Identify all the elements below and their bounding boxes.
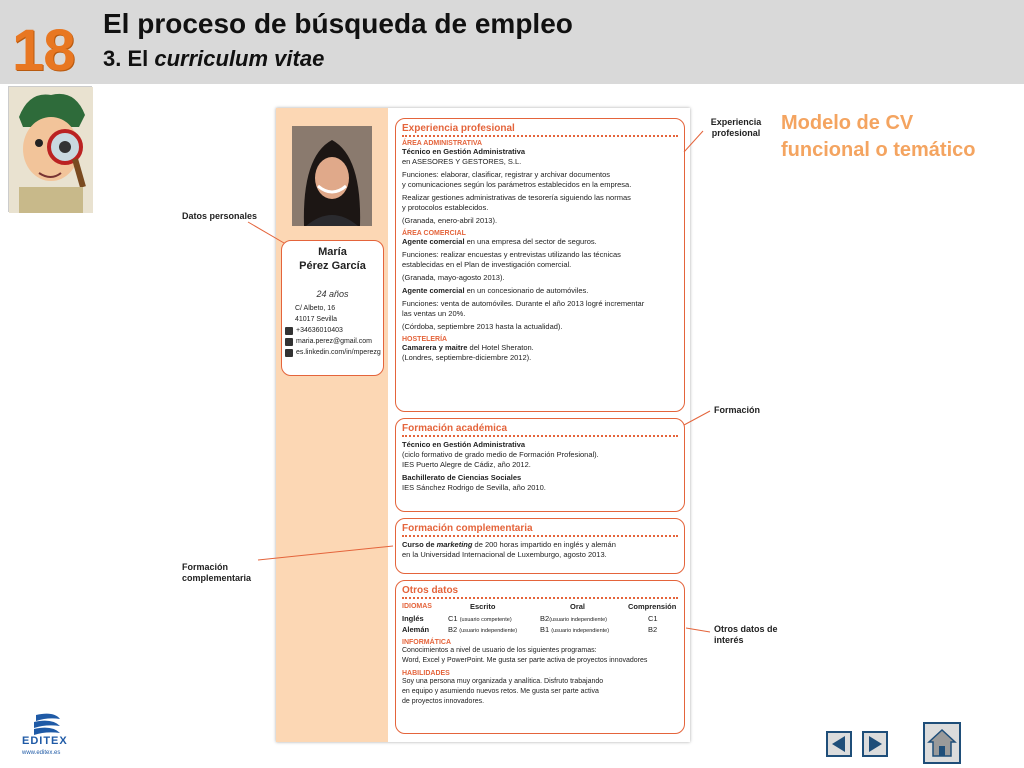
exp-line: y protocolos establecidos.: [402, 203, 489, 212]
complementary-line: en la Universidad Internacional de Luxemburgo, agosto 2013.: [402, 550, 607, 559]
job-desc: del Hotel Sheraton.: [467, 343, 534, 352]
job-title: Camarera y maitre: [402, 343, 468, 352]
area-administrativa: ÁREA ADMINISTRATIVA: [402, 140, 483, 147]
table-row: [402, 613, 678, 624]
level-note: (usuario independiente): [549, 617, 607, 623]
area-hosteleria: HOSTELERÍA: [402, 336, 448, 343]
level-note: (usuario independiente): [551, 628, 610, 634]
person-first-name: María: [318, 246, 347, 258]
phone-icon: [285, 327, 293, 335]
job-title: Agente comercial: [402, 237, 465, 246]
next-arrow-icon: [864, 733, 886, 755]
exp-line: [402, 343, 678, 353]
idiomas-heading: IDIOMAS: [402, 603, 432, 610]
exp-line: Funciones: realizar encuestas y entrevistas utilizando las técnicas: [402, 250, 621, 259]
address-line-2: 41017 Sevilla: [295, 316, 338, 323]
profile-photo: [292, 126, 372, 226]
table-row: [402, 624, 678, 635]
address-line-1: C/ Albeto, 16: [295, 305, 336, 312]
job-desc: en un concesionario de automóviles.: [464, 286, 589, 295]
lang-name: Inglés: [402, 614, 424, 623]
email-icon: [285, 338, 293, 346]
exp-line: (Córdoba, septiembre 2013 hasta la actualidad).: [402, 322, 563, 331]
lang-name: Alemán: [402, 625, 430, 634]
lang-oral: [540, 613, 628, 624]
level-note: (usuario competente): [459, 617, 512, 623]
lang-written: [448, 613, 540, 624]
annotation-datos: Datos personales: [182, 211, 258, 221]
academic-line: Bachillerato de Ciencias Sociales: [402, 473, 522, 482]
col-comprension: Comprensión: [628, 602, 677, 611]
languages-table: [402, 602, 678, 635]
exp-line: las ventas un 20%.: [402, 309, 466, 318]
academic-title: Formación académica: [402, 423, 678, 437]
academic-line: Técnico en Gestión Administrativa: [402, 440, 526, 449]
experience-title: Experiencia profesional: [402, 123, 678, 137]
exp-line: Realizar gestiones administrativas de tesorería siguiendo las normas: [402, 193, 631, 202]
academic-box: [395, 418, 685, 512]
level: C1: [448, 614, 458, 623]
experience-box: [395, 118, 685, 412]
exp-line: Funciones: venta de automóviles. Durante el año 2013 logré incrementar: [402, 299, 645, 308]
magnifier-face-illustration: [9, 87, 93, 213]
linkedin-url[interactable]: es.linkedin.com/in/mperezg: [296, 349, 381, 356]
exp-line: en ASESORES Y GESTORES, S.L.: [402, 157, 522, 166]
informatica-line: Word, Excel y PowerPoint. Me gusta ser parte activa de proyectos innovadores: [402, 657, 648, 664]
languages-header-row: [402, 602, 678, 613]
lang-comprehension: B2: [648, 625, 658, 634]
lang-oral: [540, 624, 628, 635]
job-title: Agente comercial: [402, 286, 465, 295]
area-comercial: ÁREA COMERCIAL: [402, 230, 466, 237]
level: B2: [448, 625, 458, 634]
portrait-image: [292, 126, 372, 226]
exp-line: (Londres, septiembre-diciembre 2012).: [402, 353, 532, 362]
annotation-otros: Otros datos de interés: [714, 624, 778, 645]
personal-data-box: [281, 240, 384, 376]
editex-logo-text: EDITEX: [22, 735, 68, 747]
annotation-experiencia: Experiencia profesional: [710, 117, 762, 138]
editex-url[interactable]: www.editex.es: [22, 750, 61, 756]
complementary-line: [402, 540, 678, 550]
level: B2: [540, 614, 550, 623]
next-button[interactable]: [862, 731, 888, 757]
annotation-formacion: Formación: [714, 405, 761, 415]
col-oral: Oral: [570, 602, 586, 611]
editex-logo-icon: [30, 713, 64, 735]
job-desc: en una empresa del sector de seguros.: [464, 237, 597, 246]
page-title: El proceso de búsqueda de empleo: [103, 8, 573, 39]
chapter-number: 18: [12, 18, 75, 83]
lang-comprehension: C1: [648, 614, 658, 623]
course-rest: de 200 horas impartido en inglés y alemán: [472, 540, 616, 549]
exp-line: y comunicaciones según los parámetros establecidos en la empresa.: [402, 180, 632, 189]
person-age: 24 años: [316, 289, 349, 299]
course-prefix: Curso de: [402, 540, 437, 549]
linkedin-row: [285, 347, 380, 358]
email-row: [285, 336, 380, 347]
academic-line: (ciclo formativo de grado medio de Formación Profesional).: [402, 450, 599, 459]
exp-line: establecidas en el Plan de investigación comercial.: [402, 260, 572, 269]
complementary-title: Formación complementaria: [402, 523, 678, 537]
habilidades-line: en equipo y asumiendo nuevos retos. Me gusta ser parte activa: [402, 688, 599, 695]
level-note: (usuario independiente): [459, 628, 518, 634]
col-escrito: Escrito: [470, 602, 496, 611]
cv-model-label: Modelo de CV funcional o temático: [781, 112, 976, 161]
course-topic: marketing: [436, 540, 473, 549]
other-data-box: [395, 580, 685, 734]
phone-row: [285, 325, 380, 336]
cv-sheet: [276, 108, 690, 742]
lang-written: [448, 624, 540, 635]
other-title: Otros datos: [402, 585, 678, 599]
phone-number: +34636010403: [296, 327, 343, 334]
informatica-line: Conocimientos a nivel de usuario de los siguientes programas:: [402, 647, 597, 654]
email-address[interactable]: maria.perez@gmail.com: [296, 338, 372, 345]
prev-arrow-icon: [828, 733, 850, 755]
page-subtitle: [103, 46, 324, 72]
habilidades-line: Soy una persona muy organizada y analítica. Disfruto trabajando: [402, 678, 604, 685]
informatica-heading: INFORMÁTICA: [402, 639, 451, 646]
person-last-name: Pérez García: [299, 260, 366, 272]
subtitle-prefix: 3. El: [103, 46, 155, 71]
habilidades-heading: HABILIDADES: [402, 670, 450, 677]
academic-line: IES Puerto Alegre de Cádiz, año 2012.: [402, 460, 531, 469]
home-button[interactable]: [923, 722, 961, 764]
prev-button[interactable]: [826, 731, 852, 757]
complementary-box: [395, 518, 685, 574]
annotation-complementaria: Formación complementaria: [182, 562, 252, 583]
home-icon: [925, 724, 959, 762]
habilidades-line: de proyectos innovadores.: [402, 698, 485, 705]
exp-line: (Granada, enero-abril 2013).: [402, 216, 498, 225]
linkedin-icon: [285, 349, 293, 357]
level: B1: [540, 625, 550, 634]
exp-line: [402, 286, 678, 296]
exp-line: [402, 237, 678, 247]
exp-line: Funciones: elaborar, clasificar, registrar y archivar documentos: [402, 170, 611, 179]
exp-line: (Granada, mayo-agosto 2013).: [402, 273, 505, 282]
academic-line: IES Sánchez Rodrigo de Sevilla, año 2010.: [402, 483, 546, 492]
exp-line: Técnico en Gestión Administrativa: [402, 147, 526, 156]
subtitle-italic: curriculum vitae: [154, 46, 325, 71]
chapter-illustration: [8, 86, 92, 212]
